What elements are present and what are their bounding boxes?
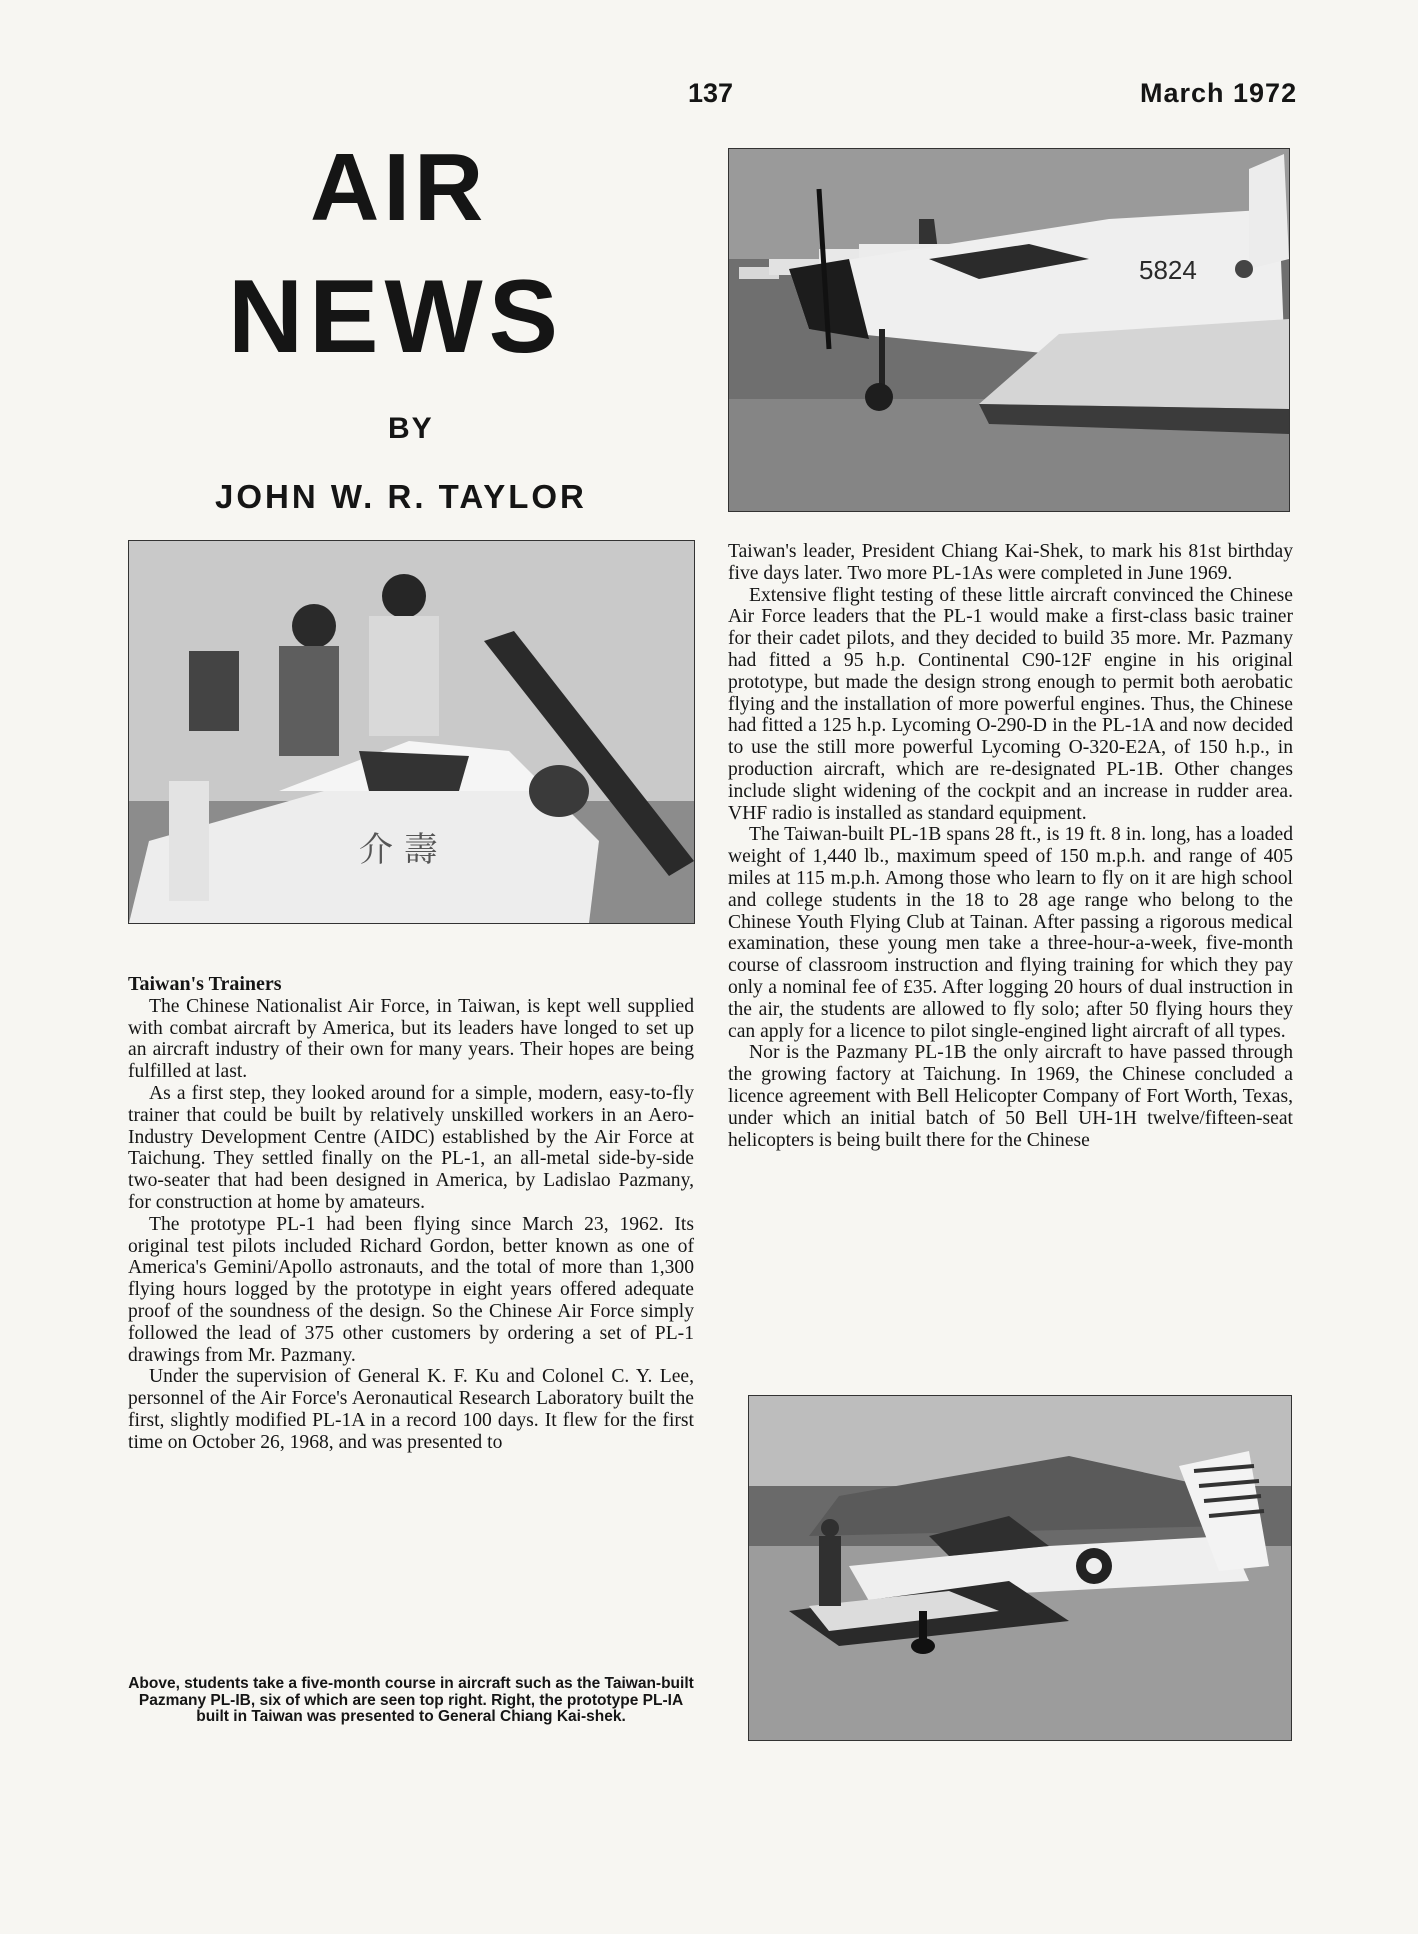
- article-paragraph: The Chinese Nationalist Air Force, in Taiwan, is kept well supplied with combat aircraft by America, but its leaders have longed to set up an aircraft industry of their own for many years. Their hopes are being fulfilled at last.: [128, 995, 694, 1083]
- photo-aircraft-lineup-graphic: [729, 149, 1289, 511]
- article-paragraph: Nor is the Pazmany PL-1B the only aircraft to have passed through the growing factory at Taichung. In 1969, the Chinese concluded a licence agreement with Bell Helicopter Company of Fort Worth, Texas, under which an initial batch of 50 Bell UH-1H twelve/fifteen-seat helicopters is being built there for the Chinese: [728, 1042, 1293, 1151]
- photo-students-graphic: [129, 541, 694, 923]
- article-paragraph: Extensive flight testing of these little aircraft convinced the Chinese Air Force leaders that the PL-1 would make a first-class basic trainer for their cadet pilots, and they decided to build 35 more. Mr. Pazmany had fitted a 95 h.p. Continental C90-12F engine in his original prototype, but made the design strong enough to permit both aerobatic flying and the installation of more powerful engines. Thus, the Chinese had fitted a 125 h.p. Lycoming O-290-D in the PL-1A and now decided to use the still more powerful Lycoming O-320-E2A, of 150 h.p., in production aircraft, which are re-designated PL-1B. Other changes include slight widening of the cockpit and an increase in rudder area. VHF radio is installed as standard equipment.: [728, 584, 1293, 824]
- photo-aircraft-lineup: [728, 148, 1290, 512]
- photo-students: [128, 540, 695, 924]
- photo-prototype: [748, 1395, 1292, 1741]
- article-paragraph: Under the supervision of General K. F. Ku and Colonel C. Y. Lee, personnel of the Air Force's Aeronautical Research Laboratory built the first, slightly modified PL-1A in a record 100 days. It flew for the first time on October 26, 1968, and was presented to: [128, 1366, 694, 1453]
- headline-news: NEWS: [228, 259, 564, 375]
- photo-caption: Above, students take a five-month course in aircraft such as the Taiwan-built Pazmany PL-IB, six of which are seen top right. Right, the prototype PL-IA built in Taiwan was presented to General Chiang Kai-shek.: [128, 1675, 694, 1725]
- article-right-column: [728, 541, 1293, 1151]
- page-number: 137: [688, 78, 734, 108]
- article-paragraph: As a first step, they looked around for a simple, modern, easy-to-fly trainer that could be built by relatively unskilled workers in an Aero-Industry Development Centre (AIDC) established by the Air Force at Taichung. They settled finally on the PL-1, an all-metal side-by-side two-seater that had been designed in America, by Ladislao Pazmany, for construction at home by amateurs.: [128, 1082, 694, 1213]
- article-left-column: [128, 974, 694, 1454]
- by-label: BY: [388, 412, 434, 445]
- issue-date: March 1972: [1140, 78, 1298, 108]
- svg-text:介 壽: 介 壽: [359, 830, 438, 870]
- author-name: JOHN W. R. TAYLOR: [215, 478, 587, 515]
- section-heading: Taiwan's Trainers: [128, 973, 282, 995]
- fuselage-number: 5824: [1139, 255, 1197, 285]
- headline-air: AIR: [310, 134, 488, 241]
- article-paragraph: The Taiwan-built PL-1B spans 28 ft., is 19 ft. 8 in. long, has a loaded weight of 1,440 lb., maximum speed of 150 m.p.h. and range of 405 miles at 115 m.p.h. Among those who learn to fly on it are high school and college students in the 18 to 28 age range who belong to the Chinese Youth Flying Club at Tainan. After passing a rigorous medical examination, these young men take a three-hour-a-week, five-month course of classroom instruction and flying training for which they pay only a nominal fee of £35. After logging 20 hours of dual instruction in the air, the students are allowed to fly solo; after 50 flying hours they can apply for a licence to pilot single-engined light aircraft of all types.: [728, 824, 1293, 1042]
- article-paragraph: The prototype PL-1 had been flying since March 23, 1962. Its original test pilots included Richard Gordon, better known as one of America's Gemini/Apollo astronauts, and the total of more than 1,300 flying hours logged by the prototype in eight years offered adequate proof of the soundness of the design. So the Chinese Air Force simply followed the lead of 375 other customers by ordering a set of PL-1 drawings from Mr. Pazmany.: [128, 1213, 694, 1366]
- photo-prototype-graphic: [749, 1396, 1291, 1740]
- article-paragraph: Taiwan's leader, President Chiang Kai-Shek, to mark his 81st birthday five days later. Two more PL-1As were completed in June 1969.: [728, 541, 1293, 584]
